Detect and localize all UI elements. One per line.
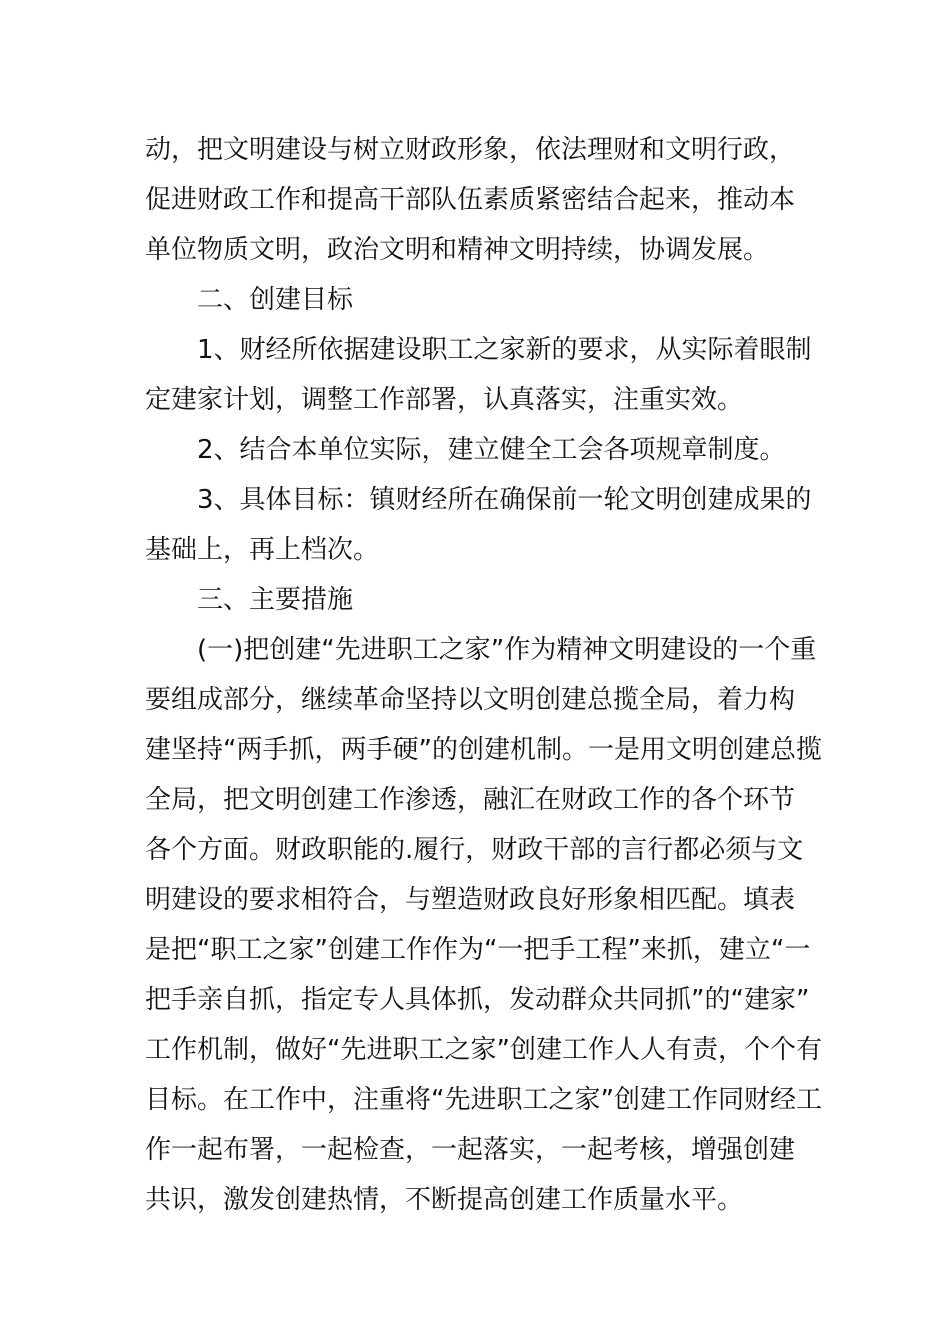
text-line: 各个方面。财政职能的.履行，财政干部的言行都必须与文 [145,835,804,865]
text-line: 明建设的要求相符合，与塑造财政良好形象相匹配。填表 [145,885,796,915]
text-line: 动，把文明建设与树立财政形象，依法理财和文明行政， [145,135,796,165]
text-line: 三、主要措施 [197,585,354,615]
paragraph [145,325,810,425]
text-line: 把手亲自抓，指定专人具体抓，发动群众共同抓”的“建家” [145,985,810,1015]
text-line: (一)把创建“先进职工之家”作为精神文明建设的一个重 [197,635,817,665]
text-line: 全局，把文明创建工作渗透，融汇在财政工作的各个环节 [145,785,796,815]
text-line: 是把“职工之家”创建工作作为“一把手工程”来抓，建立“一 [145,935,811,965]
text-line: 基础上，再上档次。 [145,535,380,565]
paragraph [145,475,810,575]
text-line: 作一起布署，一起检查，一起落实，一起考核，增强创建 [145,1135,796,1165]
paragraph [145,625,822,1225]
text-line: 单位物质文明，政治文明和精神文明持续，协调发展。 [145,235,770,265]
text-line: 定建家计划，调整工作部署，认真落实，注重实效。 [145,385,744,415]
document-page [145,125,822,1225]
section-heading [145,575,810,625]
text-line: 建坚持“两手抓，两手硬”的创建机制。一是用文明创建总揽 [145,735,822,765]
paragraph [145,425,810,475]
text-line: 目标。在工作中，注重将“先进职工之家”创建工作同财经工 [145,1085,822,1115]
text-line: 工作机制，做好“先进职工之家”创建工作人人有责，个个有 [145,1035,822,1065]
text-line: 3、具体目标：镇财经所在确保前一轮文明创建成果的 [197,485,812,515]
text-line: 1、财经所依据建设职工之家新的要求，从实际着眼制 [197,335,812,365]
paragraph [145,125,810,275]
text-line: 要组成部分，继续革命坚持以文明创建总揽全局，着力构 [145,685,796,715]
text-line: 共识，激发创建热情，不断提高创建工作质量水平。 [145,1185,744,1215]
text-line: 二、创建目标 [197,285,354,315]
section-heading [145,275,810,325]
text-line: 促进财政工作和提高干部队伍素质紧密结合起来，推动本 [145,185,796,215]
text-line: 2、结合本单位实际，建立健全工会各项规章制度。 [197,435,786,465]
